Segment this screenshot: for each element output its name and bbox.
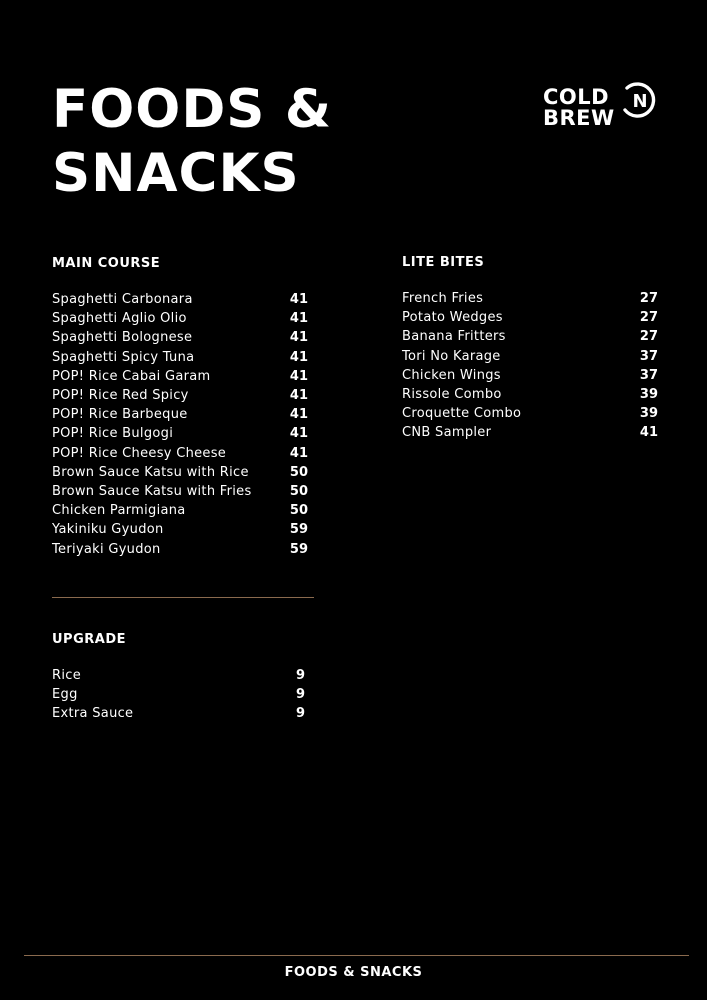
menu-item-price: 41	[289, 407, 308, 423]
menu-item-price: 39	[639, 406, 658, 422]
menu-item	[402, 327, 658, 346]
menu-item-price: 41	[289, 349, 308, 365]
upgrade-heading: UPGRADE	[52, 632, 126, 647]
menu-item	[52, 405, 308, 424]
menu-item-name: Tori No Karage	[402, 348, 501, 364]
section-divider	[52, 597, 314, 598]
menu-item-name: Yakiniku Gyudon	[52, 522, 164, 538]
menu-item	[52, 666, 305, 685]
menu-item-price: 9	[295, 668, 305, 684]
menu-item-name: Egg	[52, 687, 78, 703]
menu-item-price: 50	[289, 483, 308, 499]
main-course-list	[52, 290, 308, 559]
menu-item-price: 41	[289, 445, 308, 461]
menu-item-name: Spaghetti Bolognese	[52, 330, 193, 346]
menu-item-price: 50	[289, 503, 308, 519]
menu-item-name: Brown Sauce Katsu with Rice	[52, 464, 249, 480]
menu-item-name: Chicken Wings	[402, 367, 501, 383]
menu-item-price: 37	[639, 367, 658, 383]
menu-item-name: POP! Rice Cabai Garam	[52, 368, 211, 384]
menu-item-name: Brown Sauce Katsu with Fries	[52, 483, 252, 499]
logo-n-letter: N	[632, 91, 648, 112]
menu-item	[402, 347, 658, 366]
menu-item-price: 50	[289, 464, 308, 480]
title-line-1: FOODS &	[52, 79, 333, 140]
menu-item-name: French Fries	[402, 291, 484, 307]
menu-item-price: 27	[639, 310, 658, 326]
menu-item	[402, 308, 658, 327]
menu-item	[52, 424, 308, 443]
lite-bites-heading: LITE BITES	[402, 255, 485, 270]
menu-item-price: 41	[289, 426, 308, 442]
menu-item-name: Rissole Combo	[402, 387, 502, 403]
menu-item-name: POP! Rice Red Spicy	[52, 388, 189, 404]
menu-item-name: Potato Wedges	[402, 310, 503, 326]
lite-bites-list	[402, 289, 658, 443]
menu-item-price: 9	[295, 687, 305, 703]
menu-item-name: Chicken Parmigiana	[52, 503, 186, 519]
menu-item	[52, 685, 305, 704]
menu-item-name: Teriyaki Gyudon	[52, 541, 161, 557]
menu-item	[52, 348, 308, 367]
menu-item-name: Spaghetti Spicy Tuna	[52, 349, 195, 365]
menu-item-price: 41	[289, 330, 308, 346]
menu-item-name: Extra Sauce	[52, 706, 134, 722]
logo-n-circle-icon	[619, 80, 659, 120]
menu-item-price: 37	[639, 348, 658, 364]
title-line-2: SNACKS	[52, 143, 300, 204]
menu-item-price: 27	[639, 291, 658, 307]
menu-item-name: CNB Sampler	[402, 425, 492, 441]
menu-item	[402, 404, 658, 423]
menu-item-name: Rice	[52, 668, 81, 684]
menu-item	[52, 386, 308, 405]
menu-item-price: 41	[639, 425, 658, 441]
menu-item-name: POP! Rice Cheesy Cheese	[52, 445, 227, 461]
menu-item-name: Spaghetti Aglio Olio	[52, 311, 187, 327]
menu-item-price: 41	[289, 368, 308, 384]
menu-item-name: Spaghetti Carbonara	[52, 292, 193, 308]
upgrade-list	[52, 666, 305, 724]
menu-item-price: 39	[639, 387, 658, 403]
menu-item	[52, 328, 308, 347]
menu-item	[52, 309, 308, 328]
menu-item	[402, 366, 658, 385]
menu-item	[52, 290, 308, 309]
brand-logo	[541, 78, 661, 130]
menu-item	[52, 539, 308, 558]
logo-text-brew: BREW	[543, 106, 615, 130]
menu-item-price: 41	[289, 388, 308, 404]
menu-item	[52, 463, 308, 482]
menu-item-price: 27	[639, 329, 658, 345]
page-title	[52, 78, 332, 206]
menu-item	[52, 444, 308, 463]
menu-item-price: 41	[289, 292, 308, 308]
menu-item	[52, 501, 308, 520]
menu-item-price: 59	[289, 522, 308, 538]
main-course-heading: MAIN COURSE	[52, 256, 161, 271]
menu-item	[402, 289, 658, 308]
footer-label: FOODS & SNACKS	[284, 965, 423, 980]
menu-item	[52, 482, 308, 501]
menu-item-price: 59	[289, 541, 308, 557]
menu-item	[402, 385, 658, 404]
logo-text-cold: COLD	[543, 85, 610, 109]
menu-item	[52, 520, 308, 539]
menu-item-name: POP! Rice Bulgogi	[52, 426, 174, 442]
menu-item-name: Banana Fritters	[402, 329, 506, 345]
menu-item	[402, 423, 658, 442]
menu-item	[52, 367, 308, 386]
menu-item-name: POP! Rice Barbeque	[52, 407, 188, 423]
menu-item-price: 41	[289, 311, 308, 327]
menu-item-name: Croquette Combo	[402, 406, 522, 422]
footer-divider	[24, 955, 689, 956]
menu-item	[52, 704, 305, 723]
menu-item-price: 9	[295, 706, 305, 722]
